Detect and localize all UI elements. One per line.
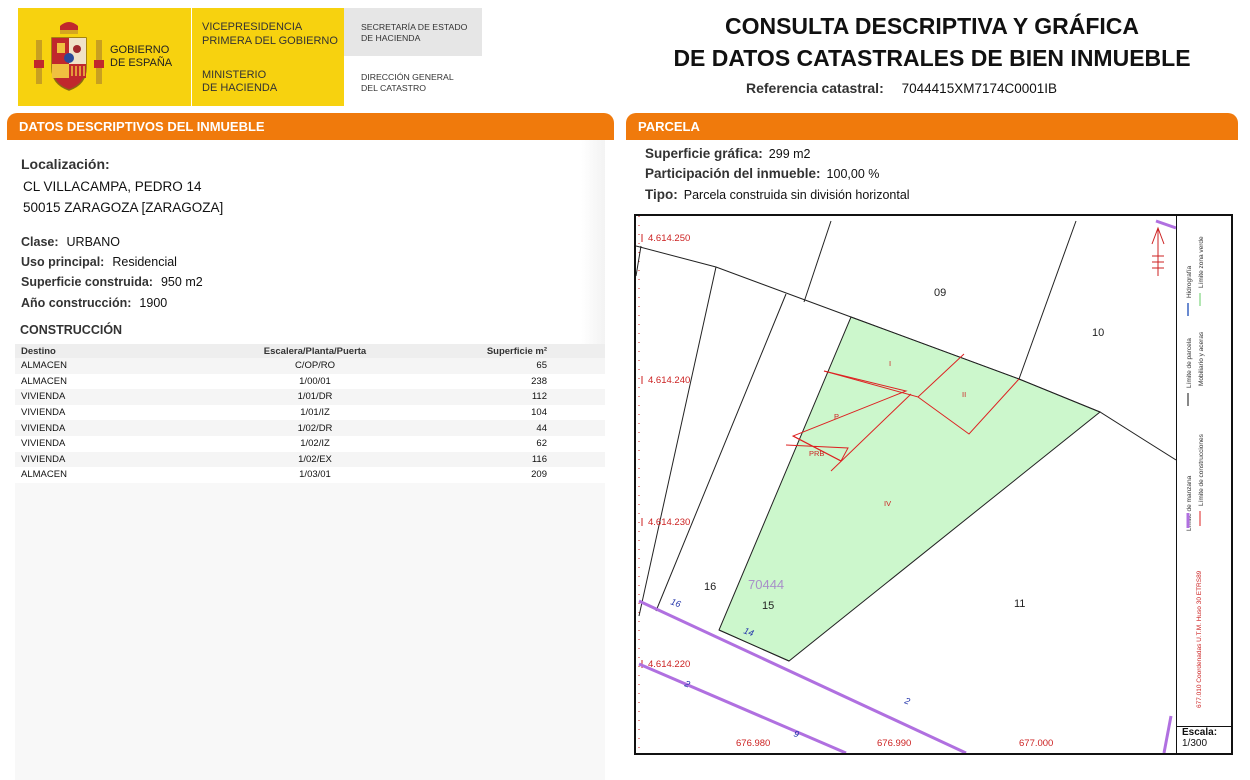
parcel-boundary (804, 221, 831, 302)
tipo-row (645, 187, 910, 202)
cell-escalera: 1/02/IZ (300, 438, 330, 450)
title-line2: DE DATOS CATASTRALES DE BIEN INMUEBLE (673, 45, 1191, 71)
cell-escalera: C/OP/RO (294, 360, 336, 372)
parcel-label: 15 (762, 600, 775, 612)
cell-superficie: 116 (531, 453, 547, 465)
x-coord-label: 676.980 (736, 738, 771, 749)
title-line1: CONSULTA DESCRIPTIVA Y GRÁFICA (724, 13, 1140, 39)
ministerio-line1: MINISTERIO (202, 69, 267, 81)
superficie-row (21, 275, 203, 289)
gobierno-line2: DE ESPAÑA (110, 57, 173, 69)
cadastral-map[interactable] (634, 214, 1233, 755)
coordinate-system-note: 677.010 Coordenadas U.T.M. Huso 30 ETRS89 (1196, 570, 1203, 708)
cell-destino: ALMACEN (21, 375, 67, 387)
cell-escalera: 1/01/DR (297, 391, 333, 403)
x-coord-label: 676.990 (877, 738, 912, 749)
superficie-grafica-row (645, 146, 811, 161)
ref-label: Referencia catastral: (746, 80, 884, 96)
cell-superficie: 238 (531, 375, 547, 387)
parcel-label: 09 (934, 287, 947, 299)
address-line2: 50015 ZARAGOZA [ZARAGOZA] (23, 200, 224, 215)
cell-destino: VIVIENDA (21, 391, 66, 403)
superficie-value: 950 m2 (160, 275, 203, 289)
referencia-catastral (746, 80, 1057, 96)
parcel-label: 10 (1092, 327, 1105, 339)
cell-destino: VIVIENDA (21, 453, 66, 465)
ref-value: 7044415XM7174C0001IB (901, 81, 1058, 96)
cell-escalera: 1/02/EX (298, 453, 332, 465)
cell-superficie: 65 (536, 360, 547, 372)
superficie-label: Superficie construida: (21, 275, 153, 289)
gobierno-line1: GOBIERNO (110, 44, 170, 56)
table-row (15, 405, 605, 421)
legend-label: Hidrografía (1186, 265, 1193, 298)
parcel-label: 11 (1014, 598, 1026, 610)
floor-label: I (889, 359, 892, 368)
uso-value: Residencial (112, 255, 177, 269)
north-arrow-icon (1152, 228, 1164, 276)
secretaria-line2: DE HACIENDA (361, 33, 421, 43)
vicepresidencia-text (202, 20, 338, 48)
datos-panel (7, 140, 605, 780)
spain-coat-of-arms-icon (30, 18, 110, 96)
house-number: 2 (903, 695, 912, 707)
cell-escalera: 1/01/IZ (300, 407, 330, 419)
x-coord-label: 677.000 (1019, 738, 1054, 749)
clase-row (21, 235, 120, 249)
map-drawing (636, 216, 1176, 753)
cell-superficie: 62 (536, 438, 547, 450)
table-row (15, 452, 605, 468)
cell-destino: ALMACEN (21, 360, 67, 372)
scale-box (1176, 726, 1231, 753)
cell-destino: ALMACEN (21, 469, 67, 481)
cell-destino: VIVIENDA (21, 407, 66, 419)
legend-label: Límite de manzana (1186, 475, 1193, 531)
y-coord-label: 4.614.250 (648, 233, 691, 244)
floor-label: II (962, 390, 967, 399)
ministerio-text (202, 69, 277, 95)
secretaria-text (361, 22, 467, 44)
government-logo-block (18, 8, 482, 106)
parcel-15-polygon (719, 317, 1100, 661)
cell-superficie: 209 (531, 469, 547, 481)
legend-label: Límite de construcciones (1198, 434, 1205, 506)
cell-destino: VIVIENDA (21, 422, 66, 434)
anio-row (21, 296, 167, 310)
ministerio-line2: DE HACIENDA (202, 82, 278, 94)
cell-superficie: 44 (536, 422, 547, 434)
house-number: 16 (669, 596, 683, 610)
scale-label: Escala: (1182, 727, 1218, 738)
section-header-parcela: PARCELA (626, 113, 1238, 140)
floor-label: IV (884, 499, 892, 508)
construccion-table (15, 344, 605, 483)
construccion-label: CONSTRUCCIÓN (20, 323, 123, 337)
y-coord-label: 4.614.220 (648, 659, 691, 670)
anio-label: Año construcción: (21, 296, 132, 310)
secretaria-line1: SECRETARÍA DE ESTADO (361, 22, 468, 32)
direccion-line2: DEL CATASTRO (361, 83, 427, 93)
localizacion-label: Localización: (21, 156, 110, 172)
parcel-boundary (1019, 221, 1076, 379)
uso-row (21, 255, 177, 269)
header-escalera: Escalera/Planta/Puerta (263, 345, 367, 357)
table-row (15, 467, 605, 483)
table-empty-area (15, 473, 605, 780)
cell-escalera: 1/00/01 (299, 375, 331, 387)
clase-label: Clase: (21, 235, 59, 249)
scale-value: 1/300 (1182, 738, 1208, 749)
clase-value: URBANO (66, 235, 121, 249)
map-legend (1176, 216, 1231, 726)
table-row (15, 374, 605, 390)
legend-label: Límite zona verde (1198, 236, 1205, 288)
cell-superficie: 112 (531, 391, 547, 403)
vice-line1: VICEPRESIDENCIA (202, 21, 303, 33)
parcel-label: 16 (704, 581, 717, 593)
legend-label: Límite de parcela (1186, 338, 1193, 388)
uso-label: Uso principal: (21, 255, 105, 269)
table-row (15, 420, 605, 436)
cell-escalera: 1/02/DR (297, 422, 333, 434)
vice-line2: PRIMERA DEL GOBIERNO (202, 35, 338, 47)
cell-destino: VIVIENDA (21, 438, 66, 450)
house-number: 2 (683, 678, 692, 690)
logo-divider (191, 8, 192, 106)
floor-label: PRB (809, 449, 825, 458)
direccion-line1: DIRECCIÓN GENERAL (361, 72, 454, 82)
anio-value: 1900 (139, 296, 168, 310)
table-row (15, 358, 605, 374)
manzana-limit (1164, 716, 1171, 753)
table-header-row (15, 344, 605, 358)
participacion-label: Participación del inmueble: (645, 166, 821, 181)
table-row (15, 436, 605, 452)
participacion-row (645, 166, 879, 181)
legend-drawing (1177, 216, 1232, 726)
participacion-value: 100,00 % (826, 167, 880, 181)
y-coord-label: 4.614.230 (648, 517, 691, 528)
tipo-value: Parcela construida sin división horizontal (683, 188, 910, 202)
house-number: 14 (742, 625, 756, 639)
document-title (640, 10, 1224, 74)
block-label: 70444 (748, 577, 785, 592)
parcel-boundary (639, 267, 716, 616)
house-number: 9 (792, 728, 801, 740)
cell-superficie: 104 (531, 407, 547, 419)
floor-label: P (834, 412, 840, 421)
manzana-limit (1156, 221, 1176, 228)
legend-label: Mobiliario y aceras (1198, 331, 1205, 386)
direccion-text (361, 72, 454, 94)
y-coord-label: 4.614.240 (648, 375, 691, 386)
header-superficie: Superficie m² (486, 345, 547, 357)
table-row (15, 389, 605, 405)
cell-escalera: 1/03/01 (299, 469, 331, 481)
header-destino: Destino (21, 345, 56, 357)
superficie-grafica-label: Superficie gráfica: (645, 146, 763, 161)
parcel-boundary (636, 246, 641, 276)
gobierno-text (110, 44, 172, 70)
address-line1: CL VILLACAMPA, PEDRO 14 (23, 179, 202, 194)
tipo-label: Tipo: (645, 187, 678, 202)
superficie-grafica-value: 299 m2 (768, 147, 811, 161)
section-header-datos: DATOS DESCRIPTIVOS DEL INMUEBLE (7, 113, 614, 140)
